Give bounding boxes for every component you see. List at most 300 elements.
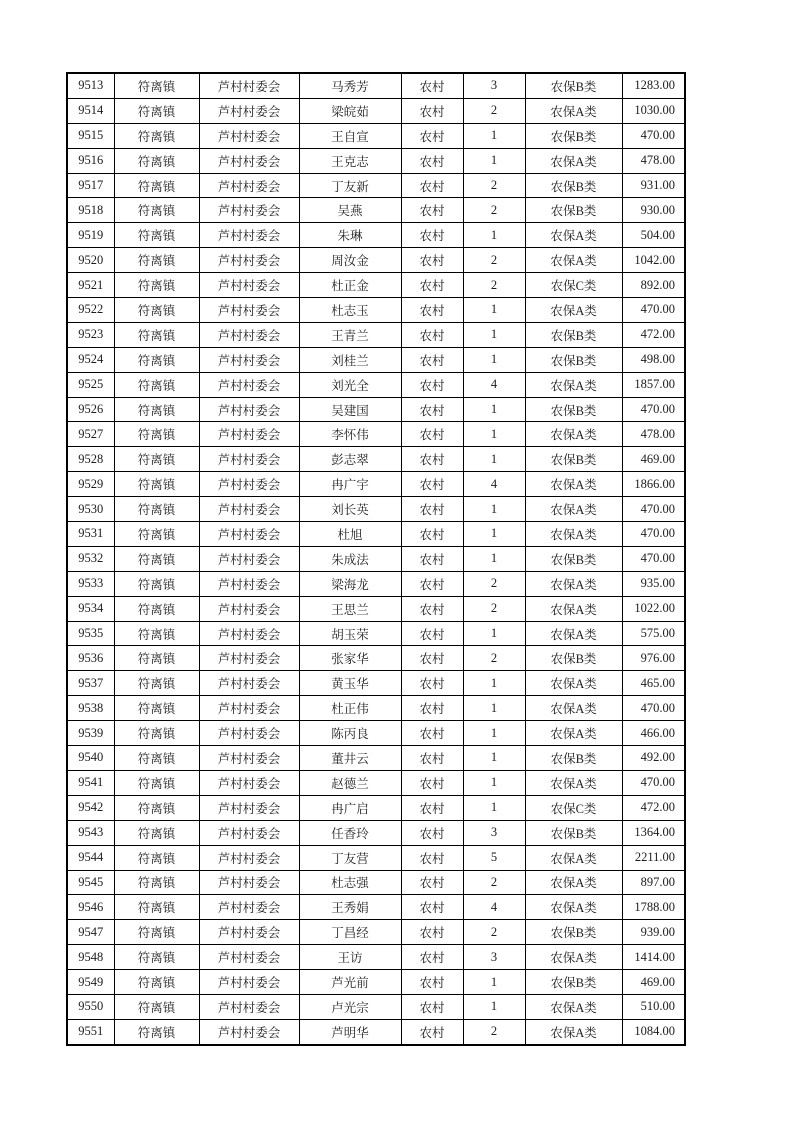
cell-amount: 492.00 <box>622 746 685 771</box>
cell-person-count: 5 <box>463 845 525 870</box>
table-row <box>67 73 685 98</box>
cell-village-committee: 芦村村委会 <box>199 870 299 895</box>
cell-person-name: 杜志玉 <box>299 298 401 323</box>
cell-person-count: 1 <box>463 422 525 447</box>
cell-household-type: 农村 <box>401 248 463 273</box>
cell-town: 符离镇 <box>114 1019 199 1044</box>
cell-person-count: 1 <box>463 970 525 995</box>
cell-town: 符离镇 <box>114 273 199 298</box>
cell-insurance-category: 农保A类 <box>525 696 622 721</box>
cell-household-type: 农村 <box>401 322 463 347</box>
cell-town: 符离镇 <box>114 646 199 671</box>
cell-town: 符离镇 <box>114 671 199 696</box>
cell-town: 符离镇 <box>114 920 199 945</box>
cell-town: 符离镇 <box>114 98 199 123</box>
cell-town: 符离镇 <box>114 870 199 895</box>
cell-village-committee: 芦村村委会 <box>199 173 299 198</box>
table-row <box>67 422 685 447</box>
cell-insurance-category: 农保B类 <box>525 173 622 198</box>
cell-village-committee: 芦村村委会 <box>199 273 299 298</box>
cell-insurance-category: 农保A类 <box>525 621 622 646</box>
cell-person-name: 杜正金 <box>299 273 401 298</box>
table-row <box>67 621 685 646</box>
cell-amount: 470.00 <box>622 298 685 323</box>
table-row <box>67 223 685 248</box>
cell-serial-no: 9532 <box>67 546 114 571</box>
cell-serial-no: 9518 <box>67 198 114 223</box>
cell-person-name: 梁海龙 <box>299 571 401 596</box>
table-row <box>67 870 685 895</box>
cell-person-count: 4 <box>463 895 525 920</box>
cell-serial-no: 9541 <box>67 770 114 795</box>
cell-amount: 2211.00 <box>622 845 685 870</box>
cell-person-count: 1 <box>463 447 525 472</box>
cell-serial-no: 9540 <box>67 746 114 771</box>
cell-household-type: 农村 <box>401 621 463 646</box>
cell-insurance-category: 农保C类 <box>525 795 622 820</box>
table-row <box>67 746 685 771</box>
cell-household-type: 农村 <box>401 1019 463 1044</box>
cell-village-committee: 芦村村委会 <box>199 820 299 845</box>
cell-household-type: 农村 <box>401 422 463 447</box>
cell-person-name: 胡玉荣 <box>299 621 401 646</box>
cell-insurance-category: 农保A类 <box>525 870 622 895</box>
cell-insurance-category: 农保B类 <box>525 73 622 98</box>
cell-serial-no: 9527 <box>67 422 114 447</box>
cell-household-type: 农村 <box>401 920 463 945</box>
cell-household-type: 农村 <box>401 472 463 497</box>
cell-person-name: 王秀娟 <box>299 895 401 920</box>
beneficiary-roster-table <box>66 72 686 1046</box>
table-row <box>67 173 685 198</box>
cell-person-count: 3 <box>463 73 525 98</box>
cell-amount: 976.00 <box>622 646 685 671</box>
cell-serial-no: 9523 <box>67 322 114 347</box>
cell-person-count: 1 <box>463 522 525 547</box>
cell-insurance-category: 农保A类 <box>525 472 622 497</box>
cell-insurance-category: 农保B类 <box>525 198 622 223</box>
cell-village-committee: 芦村村委会 <box>199 123 299 148</box>
cell-serial-no: 9519 <box>67 223 114 248</box>
cell-household-type: 农村 <box>401 845 463 870</box>
cell-amount: 470.00 <box>622 497 685 522</box>
cell-person-count: 2 <box>463 248 525 273</box>
cell-insurance-category: 农保A类 <box>525 298 622 323</box>
cell-village-committee: 芦村村委会 <box>199 372 299 397</box>
cell-person-count: 1 <box>463 994 525 1019</box>
cell-insurance-category: 农保A类 <box>525 845 622 870</box>
cell-town: 符离镇 <box>114 248 199 273</box>
cell-amount: 466.00 <box>622 721 685 746</box>
cell-household-type: 农村 <box>401 397 463 422</box>
cell-amount: 470.00 <box>622 123 685 148</box>
cell-serial-no: 9535 <box>67 621 114 646</box>
table-row <box>67 123 685 148</box>
cell-insurance-category: 农保B类 <box>525 820 622 845</box>
cell-serial-no: 9514 <box>67 98 114 123</box>
cell-town: 符离镇 <box>114 372 199 397</box>
cell-insurance-category: 农保A类 <box>525 148 622 173</box>
cell-amount: 465.00 <box>622 671 685 696</box>
cell-person-count: 3 <box>463 945 525 970</box>
cell-village-committee: 芦村村委会 <box>199 596 299 621</box>
cell-insurance-category: 农保A类 <box>525 895 622 920</box>
table-row <box>67 970 685 995</box>
table-row <box>67 198 685 223</box>
cell-village-committee: 芦村村委会 <box>199 920 299 945</box>
cell-serial-no: 9548 <box>67 945 114 970</box>
cell-serial-no: 9530 <box>67 497 114 522</box>
cell-insurance-category: 农保B类 <box>525 322 622 347</box>
cell-person-name: 陈丙良 <box>299 721 401 746</box>
cell-amount: 510.00 <box>622 994 685 1019</box>
cell-household-type: 农村 <box>401 447 463 472</box>
table-row <box>67 322 685 347</box>
cell-insurance-category: 农保A类 <box>525 721 622 746</box>
cell-village-committee: 芦村村委会 <box>199 845 299 870</box>
cell-insurance-category: 农保B类 <box>525 347 622 372</box>
table-row <box>67 273 685 298</box>
table-row <box>67 98 685 123</box>
cell-insurance-category: 农保A类 <box>525 223 622 248</box>
cell-household-type: 农村 <box>401 273 463 298</box>
cell-town: 符离镇 <box>114 696 199 721</box>
cell-town: 符离镇 <box>114 795 199 820</box>
cell-village-committee: 芦村村委会 <box>199 994 299 1019</box>
cell-serial-no: 9524 <box>67 347 114 372</box>
cell-insurance-category: 农保B类 <box>525 397 622 422</box>
cell-person-name: 任香玲 <box>299 820 401 845</box>
table-row <box>67 945 685 970</box>
cell-person-name: 丁友营 <box>299 845 401 870</box>
cell-person-count: 1 <box>463 770 525 795</box>
cell-town: 符离镇 <box>114 522 199 547</box>
cell-serial-no: 9531 <box>67 522 114 547</box>
table-row <box>67 770 685 795</box>
cell-village-committee: 芦村村委会 <box>199 98 299 123</box>
cell-insurance-category: 农保B类 <box>525 970 622 995</box>
table-row <box>67 148 685 173</box>
cell-town: 符离镇 <box>114 746 199 771</box>
cell-person-count: 4 <box>463 472 525 497</box>
cell-amount: 1788.00 <box>622 895 685 920</box>
cell-town: 符离镇 <box>114 895 199 920</box>
table-row <box>67 721 685 746</box>
cell-insurance-category: 农保A类 <box>525 248 622 273</box>
cell-amount: 470.00 <box>622 397 685 422</box>
cell-town: 符离镇 <box>114 596 199 621</box>
cell-amount: 1084.00 <box>622 1019 685 1044</box>
cell-village-committee: 芦村村委会 <box>199 347 299 372</box>
cell-insurance-category: 农保B类 <box>525 746 622 771</box>
cell-household-type: 农村 <box>401 148 463 173</box>
cell-person-name: 杜旭 <box>299 522 401 547</box>
cell-person-count: 2 <box>463 98 525 123</box>
cell-person-name: 周汝金 <box>299 248 401 273</box>
cell-insurance-category: 农保A类 <box>525 422 622 447</box>
cell-person-count: 1 <box>463 223 525 248</box>
cell-amount: 1364.00 <box>622 820 685 845</box>
cell-serial-no: 9529 <box>67 472 114 497</box>
cell-town: 符离镇 <box>114 73 199 98</box>
cell-amount: 478.00 <box>622 148 685 173</box>
table-row <box>67 497 685 522</box>
cell-household-type: 农村 <box>401 98 463 123</box>
cell-person-name: 朱琳 <box>299 223 401 248</box>
cell-amount: 939.00 <box>622 920 685 945</box>
cell-household-type: 农村 <box>401 671 463 696</box>
cell-serial-no: 9513 <box>67 73 114 98</box>
cell-amount: 1857.00 <box>622 372 685 397</box>
cell-insurance-category: 农保A类 <box>525 98 622 123</box>
cell-insurance-category: 农保A类 <box>525 571 622 596</box>
cell-town: 符离镇 <box>114 546 199 571</box>
cell-person-name: 刘光全 <box>299 372 401 397</box>
cell-serial-no: 9549 <box>67 970 114 995</box>
cell-person-count: 2 <box>463 920 525 945</box>
cell-village-committee: 芦村村委会 <box>199 571 299 596</box>
cell-insurance-category: 农保A类 <box>525 945 622 970</box>
cell-town: 符离镇 <box>114 148 199 173</box>
cell-person-name: 王思兰 <box>299 596 401 621</box>
cell-serial-no: 9536 <box>67 646 114 671</box>
cell-village-committee: 芦村村委会 <box>199 73 299 98</box>
cell-village-committee: 芦村村委会 <box>199 248 299 273</box>
cell-village-committee: 芦村村委会 <box>199 397 299 422</box>
table-row <box>67 248 685 273</box>
cell-town: 符离镇 <box>114 770 199 795</box>
table-row <box>67 895 685 920</box>
cell-insurance-category: 农保A类 <box>525 497 622 522</box>
cell-town: 符离镇 <box>114 198 199 223</box>
cell-person-count: 2 <box>463 596 525 621</box>
cell-town: 符离镇 <box>114 721 199 746</box>
table-row <box>67 596 685 621</box>
cell-village-committee: 芦村村委会 <box>199 497 299 522</box>
cell-person-name: 刘桂兰 <box>299 347 401 372</box>
cell-household-type: 农村 <box>401 696 463 721</box>
cell-serial-no: 9545 <box>67 870 114 895</box>
cell-village-committee: 芦村村委会 <box>199 770 299 795</box>
cell-household-type: 农村 <box>401 372 463 397</box>
cell-serial-no: 9547 <box>67 920 114 945</box>
cell-person-count: 4 <box>463 372 525 397</box>
cell-amount: 1866.00 <box>622 472 685 497</box>
cell-household-type: 农村 <box>401 795 463 820</box>
cell-person-count: 1 <box>463 621 525 646</box>
table-row <box>67 845 685 870</box>
cell-town: 符离镇 <box>114 322 199 347</box>
cell-household-type: 农村 <box>401 497 463 522</box>
cell-insurance-category: 农保B类 <box>525 123 622 148</box>
table-row <box>67 472 685 497</box>
cell-person-name: 李怀伟 <box>299 422 401 447</box>
cell-person-name: 王访 <box>299 945 401 970</box>
cell-person-name: 王青兰 <box>299 322 401 347</box>
cell-household-type: 农村 <box>401 870 463 895</box>
cell-household-type: 农村 <box>401 347 463 372</box>
cell-serial-no: 9520 <box>67 248 114 273</box>
cell-amount: 504.00 <box>622 223 685 248</box>
cell-village-committee: 芦村村委会 <box>199 696 299 721</box>
cell-insurance-category: 农保A类 <box>525 372 622 397</box>
cell-insurance-category: 农保A类 <box>525 671 622 696</box>
cell-town: 符离镇 <box>114 298 199 323</box>
cell-household-type: 农村 <box>401 223 463 248</box>
cell-person-name: 彭志翠 <box>299 447 401 472</box>
cell-village-committee: 芦村村委会 <box>199 746 299 771</box>
cell-village-committee: 芦村村委会 <box>199 895 299 920</box>
cell-town: 符离镇 <box>114 397 199 422</box>
cell-town: 符离镇 <box>114 571 199 596</box>
cell-person-name: 王自宣 <box>299 123 401 148</box>
cell-serial-no: 9543 <box>67 820 114 845</box>
cell-household-type: 农村 <box>401 546 463 571</box>
cell-person-count: 1 <box>463 795 525 820</box>
cell-household-type: 农村 <box>401 173 463 198</box>
cell-person-count: 3 <box>463 820 525 845</box>
cell-village-committee: 芦村村委会 <box>199 522 299 547</box>
cell-person-count: 2 <box>463 273 525 298</box>
cell-amount: 1283.00 <box>622 73 685 98</box>
cell-amount: 935.00 <box>622 571 685 596</box>
cell-amount: 470.00 <box>622 546 685 571</box>
cell-town: 符离镇 <box>114 497 199 522</box>
cell-person-name: 刘长英 <box>299 497 401 522</box>
cell-village-committee: 芦村村委会 <box>199 322 299 347</box>
cell-person-count: 1 <box>463 298 525 323</box>
cell-household-type: 农村 <box>401 596 463 621</box>
cell-person-name: 董井云 <box>299 746 401 771</box>
table-row <box>67 696 685 721</box>
cell-amount: 470.00 <box>622 522 685 547</box>
cell-insurance-category: 农保A类 <box>525 1019 622 1044</box>
cell-amount: 472.00 <box>622 795 685 820</box>
cell-person-name: 丁友新 <box>299 173 401 198</box>
cell-insurance-category: 农保A类 <box>525 596 622 621</box>
cell-person-count: 1 <box>463 696 525 721</box>
cell-amount: 897.00 <box>622 870 685 895</box>
cell-household-type: 农村 <box>401 945 463 970</box>
cell-person-count: 1 <box>463 322 525 347</box>
cell-serial-no: 9516 <box>67 148 114 173</box>
cell-town: 符离镇 <box>114 945 199 970</box>
table-row <box>67 298 685 323</box>
table-row <box>67 546 685 571</box>
cell-person-name: 芦明华 <box>299 1019 401 1044</box>
cell-person-count: 1 <box>463 746 525 771</box>
table-body <box>67 73 685 1045</box>
table-row <box>67 920 685 945</box>
cell-person-name: 朱成法 <box>299 546 401 571</box>
cell-household-type: 农村 <box>401 73 463 98</box>
table-row <box>67 347 685 372</box>
cell-insurance-category: 农保B类 <box>525 447 622 472</box>
table-row <box>67 522 685 547</box>
cell-person-name: 黄玉华 <box>299 671 401 696</box>
cell-serial-no: 9525 <box>67 372 114 397</box>
cell-person-name: 芦光前 <box>299 970 401 995</box>
table-row <box>67 646 685 671</box>
cell-person-count: 1 <box>463 721 525 746</box>
cell-household-type: 农村 <box>401 820 463 845</box>
cell-town: 符离镇 <box>114 845 199 870</box>
cell-village-committee: 芦村村委会 <box>199 621 299 646</box>
table-row <box>67 397 685 422</box>
cell-amount: 1022.00 <box>622 596 685 621</box>
cell-serial-no: 9551 <box>67 1019 114 1044</box>
cell-person-count: 1 <box>463 148 525 173</box>
table-row <box>67 571 685 596</box>
cell-serial-no: 9517 <box>67 173 114 198</box>
cell-serial-no: 9539 <box>67 721 114 746</box>
cell-amount: 1042.00 <box>622 248 685 273</box>
cell-person-name: 赵德兰 <box>299 770 401 795</box>
cell-village-committee: 芦村村委会 <box>199 671 299 696</box>
cell-serial-no: 9522 <box>67 298 114 323</box>
cell-person-name: 丁昌经 <box>299 920 401 945</box>
cell-town: 符离镇 <box>114 347 199 372</box>
cell-amount: 470.00 <box>622 770 685 795</box>
cell-insurance-category: 农保A类 <box>525 994 622 1019</box>
cell-amount: 575.00 <box>622 621 685 646</box>
cell-person-count: 1 <box>463 347 525 372</box>
cell-serial-no: 9544 <box>67 845 114 870</box>
cell-village-committee: 芦村村委会 <box>199 646 299 671</box>
cell-person-name: 张家华 <box>299 646 401 671</box>
cell-household-type: 农村 <box>401 895 463 920</box>
cell-village-committee: 芦村村委会 <box>199 472 299 497</box>
cell-village-committee: 芦村村委会 <box>199 970 299 995</box>
cell-serial-no: 9537 <box>67 671 114 696</box>
cell-household-type: 农村 <box>401 522 463 547</box>
table-row <box>67 372 685 397</box>
cell-village-committee: 芦村村委会 <box>199 795 299 820</box>
cell-town: 符离镇 <box>114 621 199 646</box>
cell-household-type: 农村 <box>401 123 463 148</box>
cell-person-name: 卢光宗 <box>299 994 401 1019</box>
cell-household-type: 农村 <box>401 198 463 223</box>
cell-town: 符离镇 <box>114 123 199 148</box>
cell-amount: 498.00 <box>622 347 685 372</box>
cell-amount: 469.00 <box>622 970 685 995</box>
cell-village-committee: 芦村村委会 <box>199 945 299 970</box>
cell-serial-no: 9550 <box>67 994 114 1019</box>
cell-person-name: 冉广宇 <box>299 472 401 497</box>
cell-insurance-category: 农保C类 <box>525 273 622 298</box>
table-row <box>67 1019 685 1044</box>
cell-person-count: 2 <box>463 646 525 671</box>
cell-person-count: 2 <box>463 1019 525 1044</box>
cell-person-name: 王克志 <box>299 148 401 173</box>
cell-village-committee: 芦村村委会 <box>199 447 299 472</box>
cell-amount: 892.00 <box>622 273 685 298</box>
cell-household-type: 农村 <box>401 994 463 1019</box>
cell-person-count: 2 <box>463 173 525 198</box>
cell-town: 符离镇 <box>114 447 199 472</box>
cell-village-committee: 芦村村委会 <box>199 721 299 746</box>
cell-town: 符离镇 <box>114 970 199 995</box>
cell-household-type: 农村 <box>401 970 463 995</box>
cell-village-committee: 芦村村委会 <box>199 422 299 447</box>
cell-insurance-category: 农保B类 <box>525 646 622 671</box>
cell-amount: 1030.00 <box>622 98 685 123</box>
cell-serial-no: 9533 <box>67 571 114 596</box>
cell-amount: 931.00 <box>622 173 685 198</box>
cell-person-name: 冉广启 <box>299 795 401 820</box>
cell-person-name: 吴燕 <box>299 198 401 223</box>
table-row <box>67 820 685 845</box>
